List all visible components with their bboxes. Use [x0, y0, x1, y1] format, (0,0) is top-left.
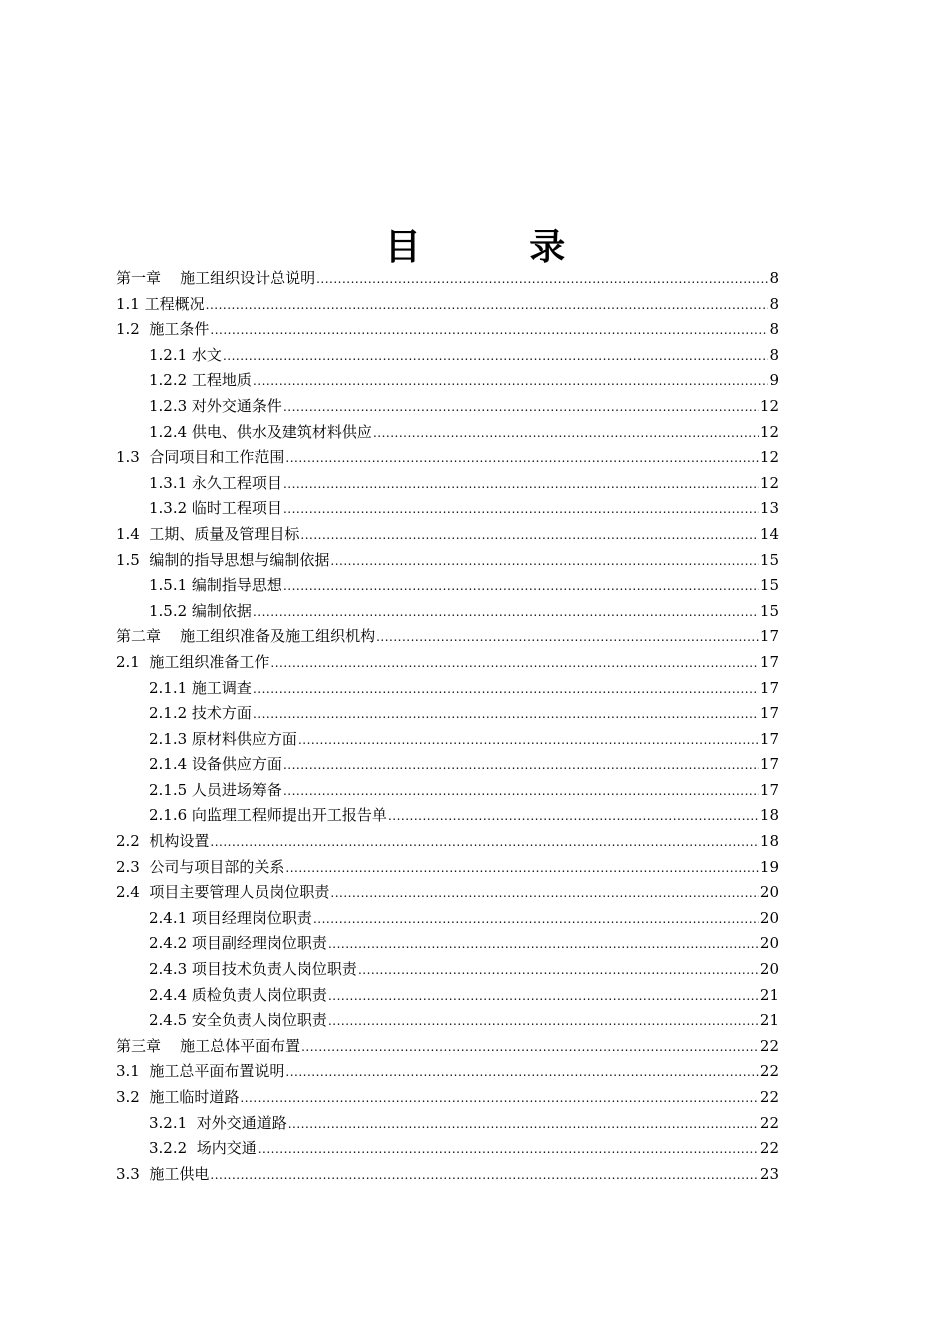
toc-page-number: 17 [759, 729, 779, 748]
toc-entry-label: 3.2 施工临时道路 [116, 1088, 240, 1106]
toc-dot-leader [328, 932, 759, 958]
toc-page-number: 23 [759, 1164, 779, 1183]
toc-entry-label: 1.2.2 工程地质 [149, 371, 252, 390]
toc-entry-label: 第一章 施工组织设计总说明 [116, 269, 316, 287]
toc-entry[interactable] [116, 1059, 779, 1085]
toc-entry-label: 2.4.5 安全负责人岗位职责 [149, 1011, 327, 1030]
toc-entry-label: 1.3.1 永久工程项目 [149, 473, 282, 492]
toc-dot-leader [210, 830, 759, 856]
toc-page-number: 8 [769, 345, 779, 364]
toc-entry[interactable] [116, 803, 779, 829]
toc-entry[interactable] [116, 445, 779, 471]
table-of-contents [116, 266, 779, 1187]
toc-entry[interactable] [116, 1008, 779, 1034]
toc-page-number: 22 [759, 1036, 779, 1055]
toc-page-number: 15 [759, 550, 779, 569]
toc-entry[interactable] [116, 548, 779, 574]
toc-dot-leader [285, 446, 759, 472]
toc-dot-leader [283, 395, 759, 421]
toc-page-number: 12 [759, 448, 779, 467]
toc-entry[interactable] [116, 573, 779, 599]
toc-entry-label: 2.4.3 项目技术负责人岗位职责 [149, 960, 357, 979]
toc-dot-leader [388, 804, 759, 830]
toc-entry-label: 1.2.4 供电、供水及建筑材料供应 [149, 422, 372, 441]
toc-page-number: 18 [759, 832, 779, 851]
toc-entry-label: 第三章 施工总体平面布置 [116, 1036, 301, 1055]
toc-entry[interactable] [116, 471, 779, 497]
toc-entry[interactable] [116, 701, 779, 727]
toc-entry-label: 2.4.1 项目经理岗位职责 [149, 908, 312, 927]
toc-entry[interactable] [116, 317, 779, 343]
toc-page-number: 15 [759, 576, 779, 595]
toc-entry[interactable] [116, 676, 779, 702]
toc-dot-leader [258, 1137, 759, 1163]
toc-page-number: 19 [759, 857, 779, 876]
toc-entry[interactable] [116, 368, 779, 394]
toc-dot-leader [210, 1163, 759, 1189]
toc-entry[interactable] [116, 829, 779, 855]
toc-entry[interactable] [116, 906, 779, 932]
toc-dot-leader [283, 779, 759, 805]
toc-entry-label: 1.5 编制的指导思想与编制依据 [116, 550, 330, 569]
toc-page-number: 22 [759, 1139, 779, 1158]
toc-dot-leader [283, 472, 759, 498]
toc-dot-leader [253, 600, 759, 626]
toc-dot-leader [283, 497, 759, 523]
toc-page-number: 13 [759, 499, 779, 518]
toc-entry-label: 2.1.3 原材料供应方面 [149, 729, 297, 748]
toc-entry-label: 2.4 项目主要管理人员岗位职责 [116, 883, 330, 902]
toc-page-number: 12 [759, 473, 779, 492]
toc-page-number: 15 [759, 601, 779, 620]
toc-page-number: 17 [759, 678, 779, 697]
toc-page-number: 17 [759, 627, 779, 646]
toc-entry-label: 1.3.2 临时工程项目 [149, 499, 282, 518]
toc-dot-leader [240, 1086, 759, 1112]
toc-entry[interactable] [116, 1136, 779, 1162]
toc-page-number: 8 [769, 294, 779, 313]
toc-page-number: 12 [759, 396, 779, 415]
toc-entry[interactable] [116, 880, 779, 906]
toc-entry-label: 1.1 工程概况 [116, 294, 205, 313]
toc-entry[interactable] [116, 1162, 779, 1188]
toc-page-number: 8 [769, 320, 779, 339]
toc-dot-leader [328, 984, 759, 1010]
toc-entry[interactable] [116, 957, 779, 983]
toc-entry[interactable] [116, 1085, 779, 1111]
toc-entry[interactable] [116, 1034, 779, 1060]
toc-dot-leader [285, 1060, 759, 1086]
toc-entry[interactable] [116, 752, 779, 778]
toc-dot-leader [373, 421, 759, 447]
toc-entry[interactable] [116, 778, 779, 804]
toc-entry[interactable] [116, 522, 779, 548]
toc-entry-label: 2.1.5 人员进场筹备 [149, 780, 282, 799]
toc-page-number: 20 [759, 908, 779, 927]
toc-page-number: 18 [759, 806, 779, 825]
page-title: 目 录 [384, 227, 614, 268]
toc-entry-label: 1.2.3 对外交通条件 [149, 396, 282, 415]
toc-dot-leader [300, 523, 759, 549]
toc-dot-leader [283, 753, 759, 779]
toc-entry[interactable] [116, 727, 779, 753]
toc-entry[interactable] [116, 624, 779, 650]
toc-entry-label: 2.1.1 施工调查 [149, 678, 252, 697]
toc-entry-label: 2.4.2 项目副经理岗位职责 [149, 934, 327, 953]
toc-page-number: 20 [759, 883, 779, 902]
toc-dot-leader [313, 907, 759, 933]
toc-entry-label: 2.1 施工组织准备工作 [116, 652, 270, 671]
toc-entry[interactable] [116, 496, 779, 522]
toc-entry[interactable] [116, 1111, 779, 1137]
toc-entry-label: 2.1.2 技术方面 [149, 704, 252, 723]
toc-entry-label: 3.2.1 对外交通道路 [149, 1113, 287, 1132]
toc-page-number: 17 [759, 780, 779, 799]
toc-entry[interactable] [116, 983, 779, 1009]
toc-page-number: 21 [759, 985, 779, 1004]
toc-entry-label: 2.2 机构设置 [116, 832, 210, 851]
toc-dot-leader [283, 574, 759, 600]
toc-page-number: 8 [769, 269, 779, 287]
toc-entry[interactable] [116, 394, 779, 420]
toc-entry-label: 2.1.4 设备供应方面 [149, 755, 282, 774]
toc-dot-leader [288, 1112, 759, 1138]
toc-entry[interactable] [116, 599, 779, 625]
toc-dot-leader [223, 344, 769, 370]
toc-page-number: 17 [759, 755, 779, 774]
toc-dot-leader [253, 677, 759, 703]
toc-entry-label: 1.2 施工条件 [116, 320, 210, 339]
toc-entry[interactable] [116, 931, 779, 957]
toc-entry-label: 3.1 施工总平面布置说明 [116, 1062, 285, 1081]
toc-entry-label: 第二章 施工组织准备及施工组织机构 [116, 627, 376, 646]
toc-entry-label: 1.4 工期、质量及管理目标 [116, 524, 300, 543]
toc-dot-leader [270, 651, 759, 677]
toc-dot-leader [285, 856, 759, 882]
toc-entry-label: 3.2.2 场内交通 [149, 1139, 257, 1158]
toc-page-number: 12 [759, 422, 779, 441]
toc-dot-leader [206, 293, 769, 319]
toc-dot-leader [330, 549, 759, 575]
toc-page-number: 14 [759, 524, 779, 543]
toc-entry[interactable] [116, 855, 779, 881]
toc-page-number: 22 [759, 1113, 779, 1132]
toc-entry-label: 2.4.4 质检负责人岗位职责 [149, 985, 327, 1004]
toc-dot-leader [316, 267, 768, 293]
toc-entry[interactable] [116, 343, 779, 369]
toc-dot-leader [253, 369, 769, 395]
toc-page-number: 20 [759, 934, 779, 953]
toc-page-number: 20 [759, 960, 779, 979]
toc-entry-label: 2.1.6 向监理工程师提出开工报告单 [149, 806, 387, 825]
toc-entry[interactable] [116, 266, 779, 292]
toc-dot-leader [376, 625, 759, 651]
toc-dot-leader [301, 1035, 759, 1061]
toc-entry[interactable] [116, 420, 779, 446]
toc-dot-leader [298, 728, 759, 754]
toc-entry-label: 3.3 施工供电 [116, 1164, 210, 1183]
toc-entry-label: 1.5.1 编制指导思想 [149, 576, 282, 595]
toc-entry-label: 1.2.1 水文 [149, 345, 222, 364]
toc-entry-label: 1.3 合同项目和工作范围 [116, 448, 285, 467]
toc-entry[interactable] [116, 292, 779, 318]
toc-entry-label: 2.3 公司与项目部的关系 [116, 857, 285, 876]
toc-page-number: 22 [759, 1062, 779, 1081]
toc-dot-leader [358, 958, 759, 984]
toc-page-number: 9 [769, 371, 779, 390]
toc-page-number: 21 [759, 1011, 779, 1030]
toc-dot-leader [253, 702, 759, 728]
toc-page-number: 17 [759, 704, 779, 723]
toc-page-number: 22 [759, 1088, 779, 1106]
toc-page-number: 17 [759, 652, 779, 671]
toc-dot-leader [210, 318, 768, 344]
toc-entry-label: 1.5.2 编制依据 [149, 601, 252, 620]
toc-entry[interactable] [116, 650, 779, 676]
toc-dot-leader [328, 1009, 759, 1035]
toc-dot-leader [330, 881, 759, 907]
